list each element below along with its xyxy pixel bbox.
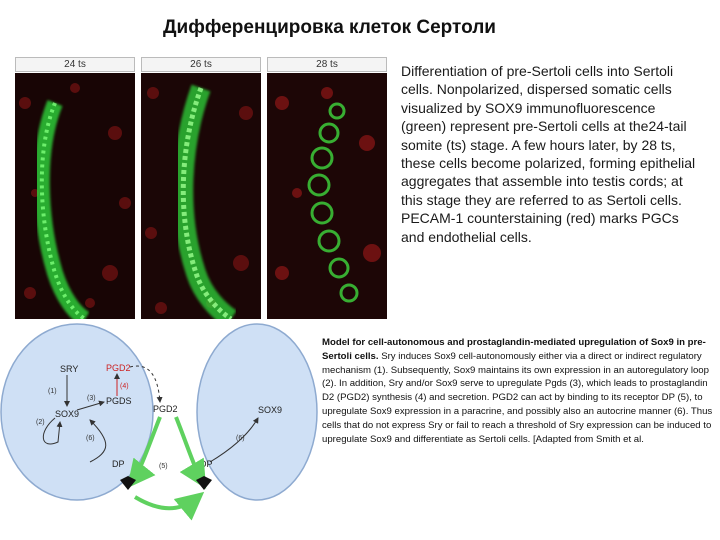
step-6: (6) (86, 435, 95, 442)
micrograph-image (15, 73, 135, 319)
label-sox9-left: SOX9 (55, 409, 80, 419)
caption-lead: Model for cell-autonomous and prostaglandin-mediated upregulation of Sox9 in pre-Sertoli cells. (322, 337, 706, 362)
step-4: (4) (120, 383, 129, 390)
panel-label: 26 ts (141, 57, 261, 72)
step-6-right: (6) (236, 435, 245, 442)
panel-28ts (267, 57, 387, 319)
panel-26ts (141, 57, 261, 319)
pre-sertoli-cell-right (197, 324, 317, 500)
caption-body: Sry induces Sox9 cell-autonomously either via a direct or indirect regulatory mechanism (1). Subsequently, Sox9 maintains its own expression in an autoregulatory loop (2). In addition, Sry and/or Sox9 serve to upregulate Pgds (3), which leads to prostaglandin D2 (PGD2) synthesis (4) and secretion. PGD2 can act by binding to its receptor DP (5), to upregulate Sox9 expression in a paracrine, and possibly also an autocrine manner (6). Thus cells that do not express Sry or fail to reach a threshold of Sry expression can be induced to upregulate Sox9 and differentiate as Sertoli cells. [Adapted from Smith et al. (322, 350, 713, 445)
micrograph-image (267, 73, 387, 319)
figure-description: Differentiation of pre-Sertoli cells into Sertoli cells. Nonpolarized, dispersed somatic cells visualized by SOX9 immunofluorescence (green) represent pre-Sertoli cells at the24-tail somite (ts) stage. A few hours later, by 28 ts, these cells become polarized, forming epithelial aggregates that assemble into testis cords; at this stage they are referred to as Sertoli cells. PECAM-1 counterstaining (red) marks PGCs and endothelial cells. (401, 63, 696, 245)
figure-caption (322, 336, 718, 446)
step-5-bottom: (5) (159, 463, 168, 470)
label-sry: SRY (60, 364, 79, 374)
signaling-diagram (0, 322, 320, 540)
label-dp-right: DP (200, 459, 213, 469)
micrograph-panels (15, 57, 388, 319)
panel-label: 24 ts (15, 57, 135, 72)
step-1: (1) (48, 388, 57, 395)
page-title: Дифференцировка клеток Сертоли (163, 17, 496, 38)
panel-24ts (15, 57, 135, 319)
micrograph-image (141, 73, 261, 319)
label-pgd2-inner: PGD2 (106, 363, 131, 373)
panel-label: 28 ts (267, 57, 387, 72)
label-dp-left: DP (112, 459, 125, 469)
step-3: (3) (87, 395, 96, 402)
step-2: (2) (36, 419, 45, 426)
label-pgd2-center: PGD2 (153, 404, 178, 414)
label-sox9-right: SOX9 (258, 405, 283, 415)
label-pgds: PGDS (106, 396, 132, 406)
